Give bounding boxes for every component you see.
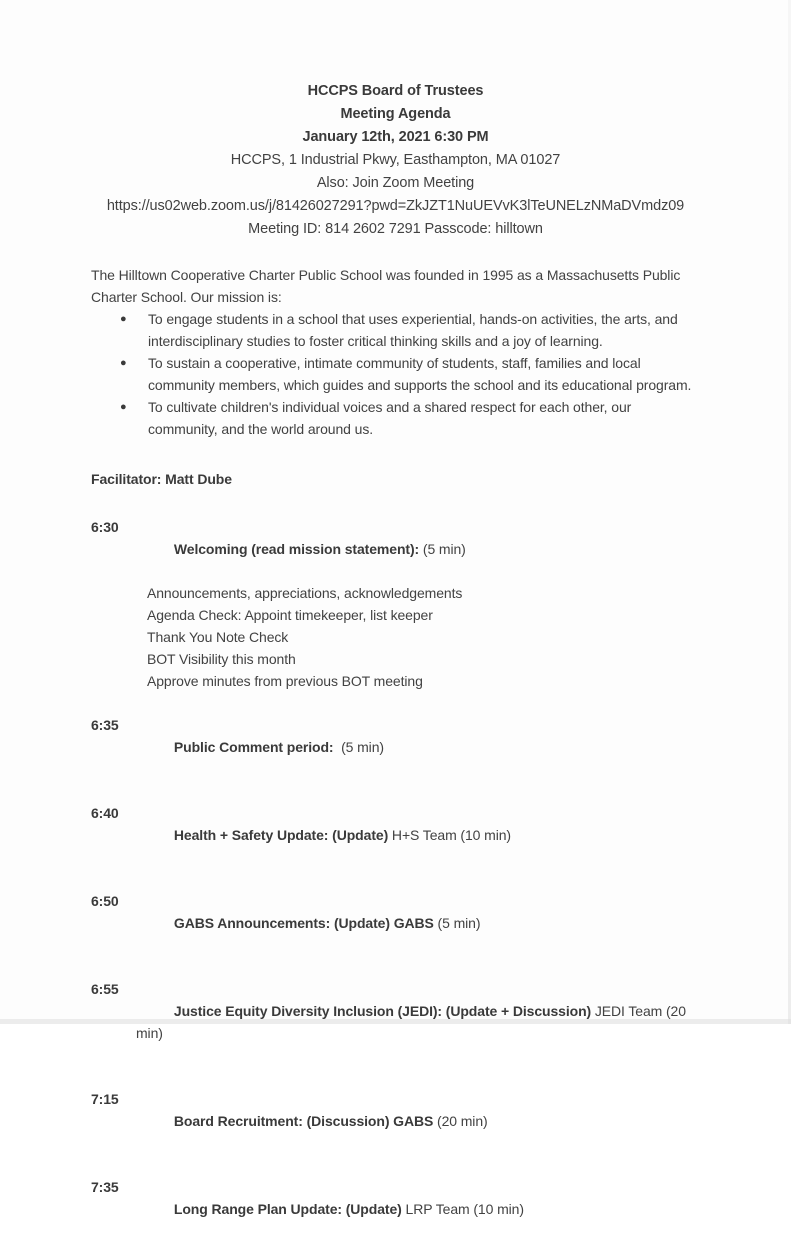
agenda-item-body xyxy=(136,802,700,868)
bullet-icon: ● xyxy=(120,357,127,369)
agenda-item-title xyxy=(136,890,700,956)
agenda-title-bold: Board Recruitment: (Discussion) GABS xyxy=(173,1113,434,1129)
agenda-subline: Approve minutes from previous BOT meeting xyxy=(147,673,423,689)
agenda-item-title xyxy=(136,516,700,582)
agenda-subline: Announcements, appreciations, acknowledgements xyxy=(147,585,463,601)
agenda-title-bold: Welcoming (read mission statement): xyxy=(173,541,420,557)
agenda-item-body xyxy=(136,890,700,956)
agenda-time: 7:15 xyxy=(91,1091,119,1107)
facilitator-line: Facilitator: Matt Dube xyxy=(91,471,232,487)
agenda-title-bold: GABS Announcements: (Update) GABS xyxy=(173,915,434,931)
agenda-item-body xyxy=(136,978,700,1066)
agenda-subline: Thank You Note Check xyxy=(147,629,289,645)
document-header xyxy=(51,80,740,241)
agenda-item xyxy=(91,1176,700,1242)
agenda-time: 6:55 xyxy=(91,981,119,997)
agenda-time: 6:35 xyxy=(91,717,119,733)
agenda-title-bold: Long Range Plan Update: (Update) xyxy=(173,1201,402,1217)
agenda-item-title xyxy=(136,802,700,868)
document-title: HCCPS Board of Trustees xyxy=(307,83,484,99)
agenda-title-bold: Health + Safety Update: (Update) xyxy=(173,827,389,843)
agenda-title-bold: Justice Equity Diversity Inclusion (JEDI): (Update + Discussion) xyxy=(173,1003,592,1019)
agenda-time: 7:35 xyxy=(91,1179,119,1195)
agenda-item xyxy=(91,978,700,1066)
agenda-sublines xyxy=(136,582,700,692)
zoom-meeting-label: Also: Join Zoom Meeting xyxy=(316,175,475,191)
agenda-time: 6:50 xyxy=(91,893,119,909)
agenda-time: 6:30 xyxy=(91,519,119,535)
agenda-item-body xyxy=(136,1088,700,1154)
agenda-item-title xyxy=(136,978,700,1066)
document-subtitle: Meeting Agenda xyxy=(340,106,451,122)
agenda-time: 6:40 xyxy=(91,805,119,821)
agenda-item-title xyxy=(136,1176,700,1242)
agenda-item-body xyxy=(136,714,700,780)
agenda-title-rest: H+S Team (10 min) xyxy=(388,827,511,843)
mission-bullet-text: To sustain a cooperative, intimate community of students, staff, families and local community members, which guides and supports the school and its educational program. xyxy=(148,355,692,393)
agenda-title-rest: JEDI Team (20 min) xyxy=(136,1003,690,1041)
agenda-item xyxy=(91,516,700,692)
agenda-title-rest: LRP Team (10 min) xyxy=(401,1201,524,1217)
agenda-item-body xyxy=(136,516,700,692)
meeting-location: HCCPS, 1 Industrial Pkwy, Easthampton, MA 01027 xyxy=(230,152,561,168)
list-item xyxy=(91,308,700,352)
agenda-title-bold: Public Comment period: xyxy=(173,739,334,755)
agenda-subline: BOT Visibility this month xyxy=(147,651,296,667)
agenda-item xyxy=(91,714,700,780)
zoom-meeting-url: https://us02web.zoom.us/j/81426027291?pwd=ZkJZT1NuUEVvK3lTeUNELzNMaDVmdz09 xyxy=(106,198,685,214)
agenda-title-rest: (5 min) xyxy=(419,541,466,557)
agenda-item xyxy=(91,802,700,868)
agenda-title-rest: (5 min) xyxy=(433,915,481,931)
list-item xyxy=(91,396,700,440)
mission-statement xyxy=(91,264,700,440)
agenda-item-title xyxy=(136,1088,700,1154)
agenda-item-body xyxy=(136,1176,700,1242)
meeting-datetime: January 12th, 2021 6:30 PM xyxy=(302,129,489,145)
agenda-title-rest: (20 min) xyxy=(433,1113,488,1129)
mission-bullet-text: To cultivate children's individual voices and a shared respect for each other, our community, and the world around us. xyxy=(148,399,632,437)
list-item xyxy=(91,352,700,396)
agenda-item xyxy=(91,890,700,956)
agenda-item xyxy=(91,1088,700,1154)
agenda-title-rest: (5 min) xyxy=(333,739,384,755)
mission-intro: The Hilltown Cooperative Charter Public School was founded in 1995 as a Massachusetts Public Charter School. Our mission is: xyxy=(91,267,681,305)
bullet-icon: ● xyxy=(120,401,127,413)
agenda-list xyxy=(91,516,700,1242)
agenda-item-title xyxy=(136,714,700,780)
meeting-id-passcode: Meeting ID: 814 2602 7291 Passcode: hilltown xyxy=(248,221,543,237)
bullet-icon: ● xyxy=(120,313,127,325)
mission-bullet-text: To engage students in a school that uses experiential, hands-on activities, the arts, and interdisciplinary studies to foster critical thinking skills and a joy of learning. xyxy=(148,311,678,349)
agenda-subline: Agenda Check: Appoint timekeeper, list keeper xyxy=(147,607,433,623)
